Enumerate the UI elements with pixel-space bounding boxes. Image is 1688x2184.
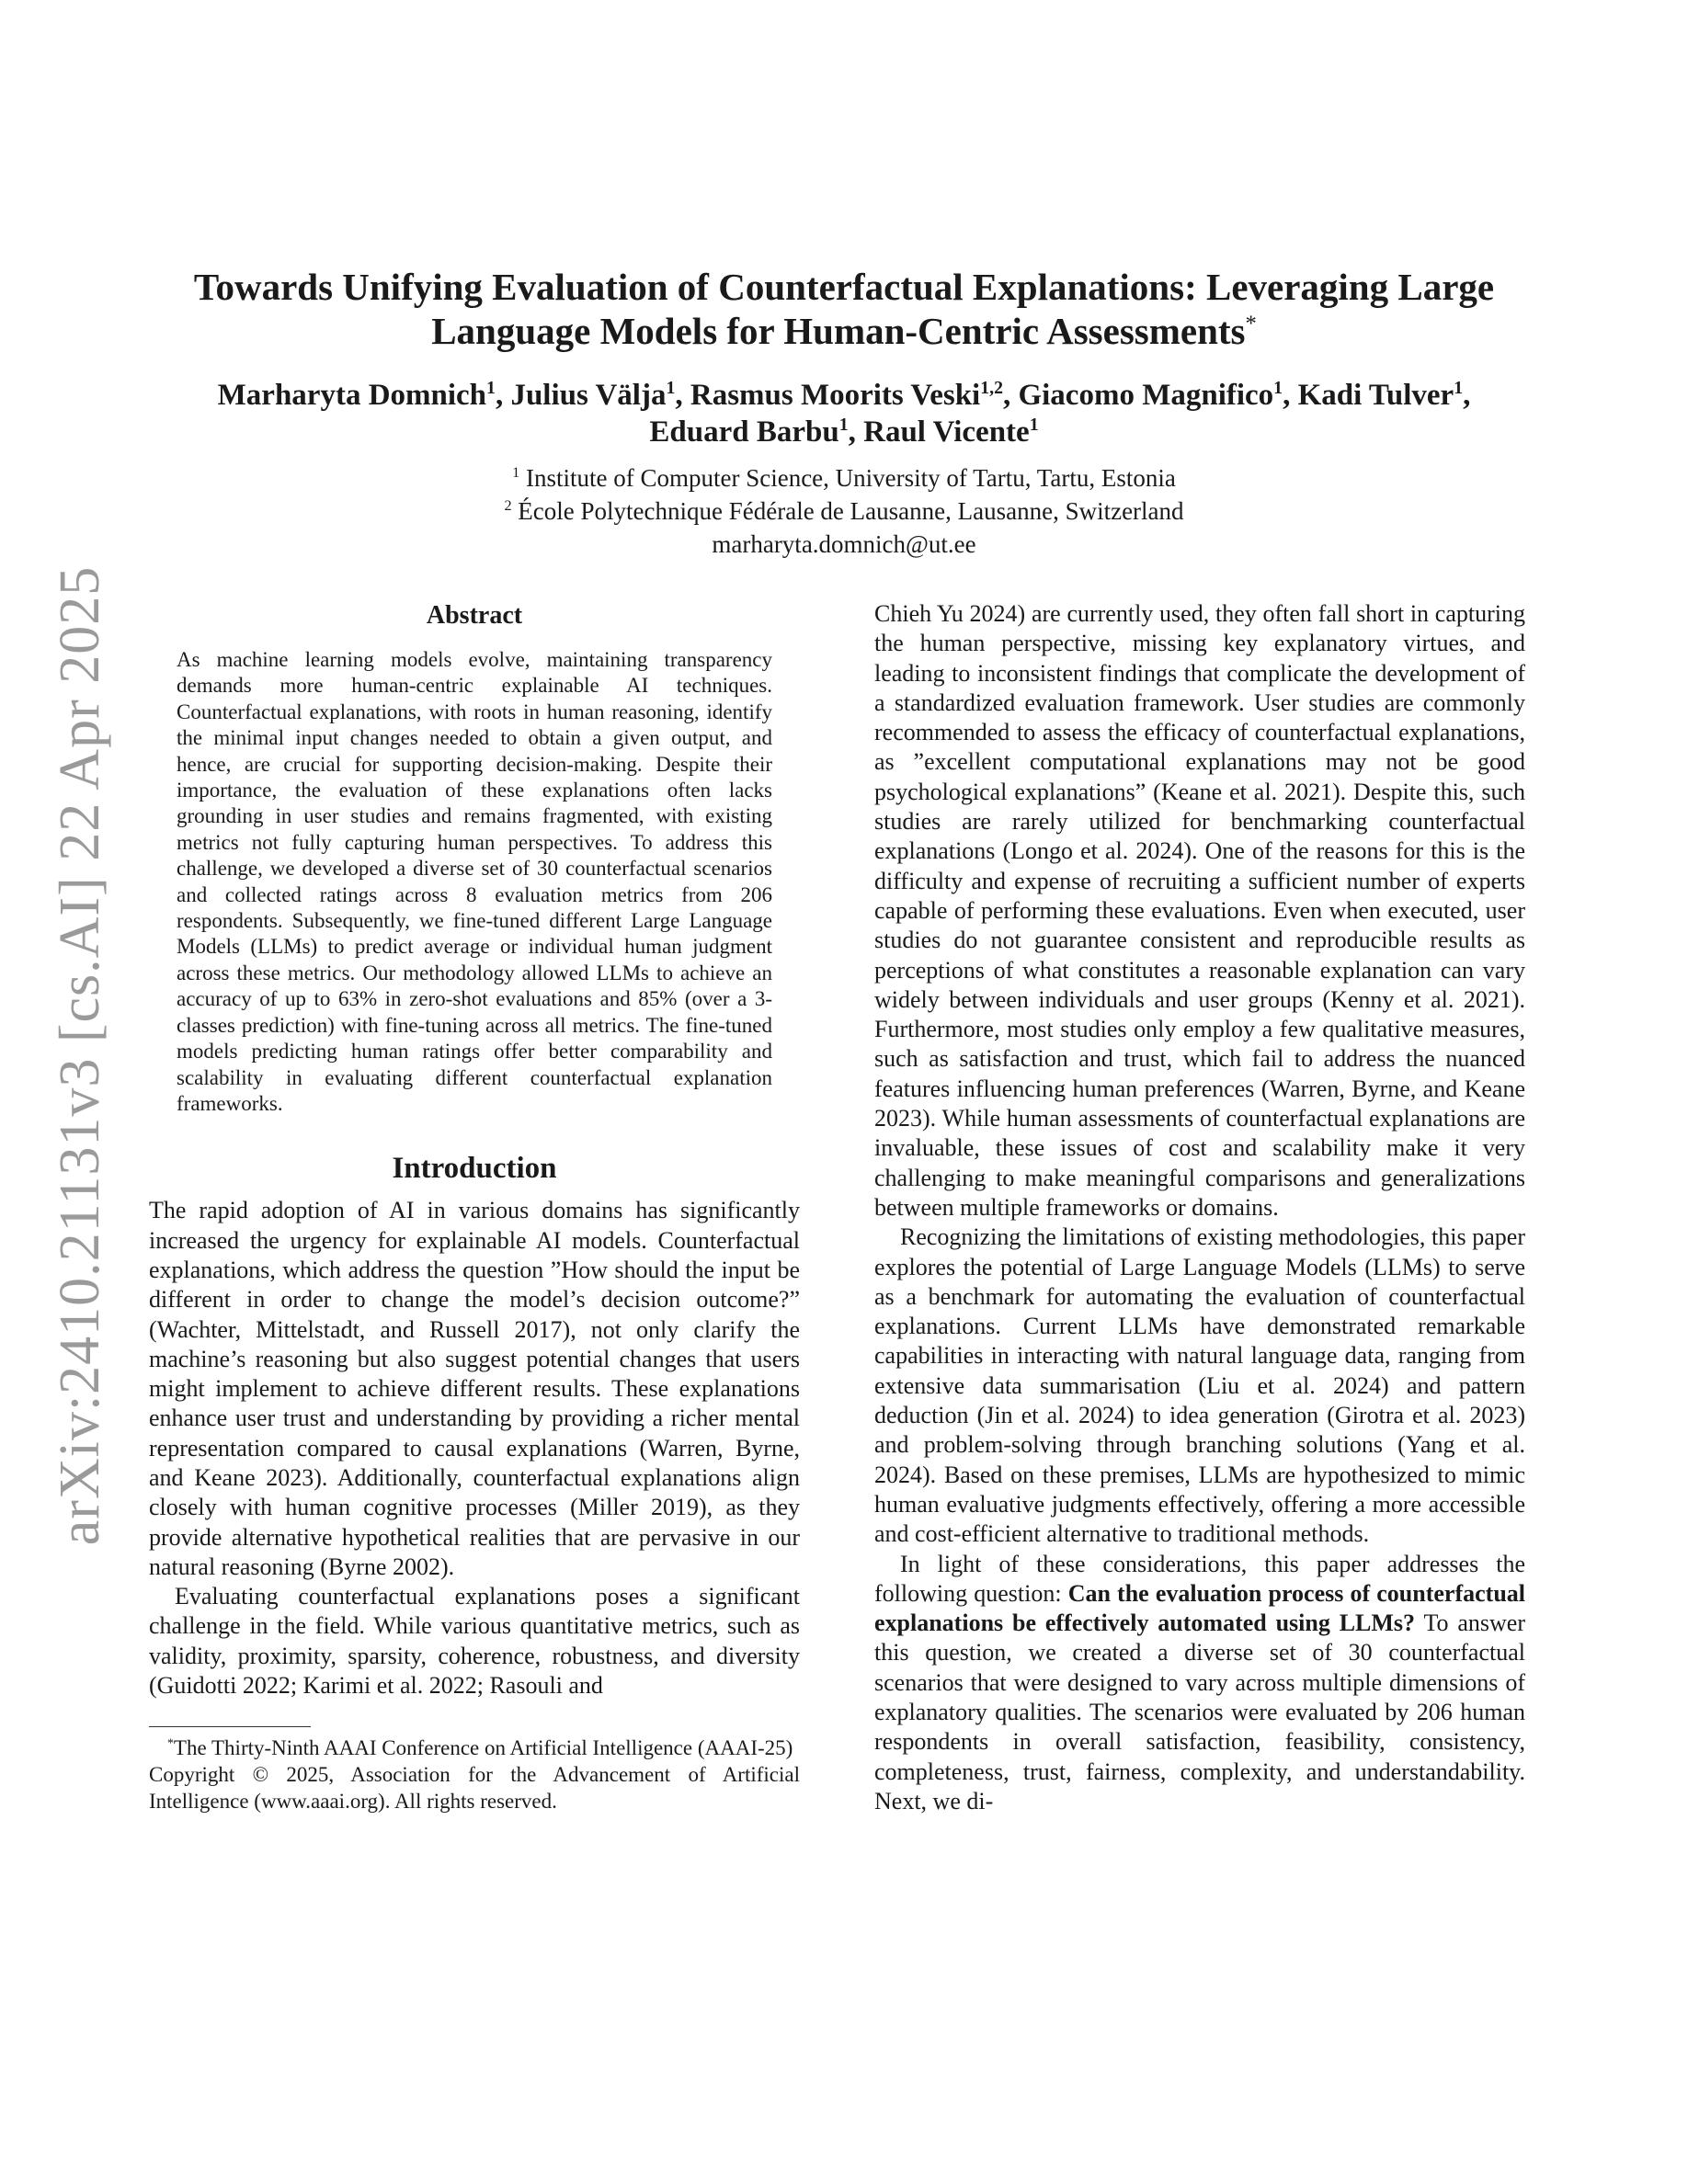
- affiliation-text: Institute of Computer Science, University of Tartu, Tartu, Estonia: [526, 464, 1176, 492]
- title-footnote-mark: *: [1245, 311, 1257, 336]
- intro-paragraph-continued: Chieh Yu 2024) are currently used, they often fall short in capturing the human perspective, missing key explanatory virtues, and leading to inconsistent findings that complicate the development of a standardized evaluation framework. User studies are commonly recommended to assess the efficacy of counterfactual explanations, as ”excellent computational explanations may not be good psychological explanations” (Keane et al. 2021). Despite this, such studies are rarely utilized for benchmarking counterfactual explanations (Longo et al. 2024). One of the reasons for this is the difficulty and expense of recruiting a sufficient number of experts capable of performing these evaluations. Even when executed, user studies do not guarantee consistent and reproducible results as perceptions of what constitutes a reasonable explanation can vary widely between individuals and user groups (Kenny et al. 2021). Furthermore, most studies only employ a few qualitative measures, such as satisfaction and trust, which fail to address the nuanced features influencing human preferences (Warren, Byrne, and Keane 2023). While human assessments of counterfactual explanations are invaluable, these issues of cost and scalability make it very challenging to make meaningful comparisons and generalizations between multiple frameworks or domains.: [874, 600, 1525, 1221]
- author-affiliation-mark: 1,2: [980, 378, 1003, 398]
- affiliation-block: [138, 461, 1550, 561]
- author: Julius Välja$^1$,: [510, 378, 690, 412]
- research-question-lead: In light of these considerations, this paper addresses the following question:: [874, 1550, 1525, 1607]
- footnote-mark: *: [167, 1735, 174, 1750]
- footnote-copyright: Copyright © 2025, Association for the Advancement of Artificial Intelligence (www.aaai.org). All rights reserved.: [149, 1763, 800, 1814]
- affiliation-number: 2: [504, 497, 512, 514]
- author-affiliation-mark: 1: [666, 378, 676, 398]
- arxiv-stamp-text: arXiv:2410.21131v3 [cs.AI] 22 Apr 2025: [49, 565, 112, 1545]
- author-name: Eduard Barbu: [649, 415, 839, 449]
- research-question-follow: To answer this question, we created a diverse set of 30 counterfactual scenarios that were designed to vary across multiple dimensions of explanatory qualities. The scenarios were evaluated by 206 human respondents in overall satisfaction, feasibility, consistency, completeness, trust, fairness, complexity, and understandability. Next, we di-: [874, 1610, 1526, 1814]
- intro-paragraph: [874, 1550, 1525, 1817]
- author-name: Kadi Tulver: [1297, 379, 1454, 412]
- arxiv-stamp: [48, 565, 114, 1545]
- intro-paragraph: The rapid adoption of AI in various domains has significantly increased the urgency for explainable AI models. Counterfactual explanations, which address the question ”How should the input be different in order to change the model’s decision outcome?” (Wachter, Mittelstadt, and Russell 2017), not only clarify the machine’s reasoning but also suggest potential changes that users might implement to achieve different results. These explanations enhance user trust and understanding by providing a richer mental representation compared to causal explanations (Warren, Byrne, and Keane 2023). Additionally, counterfactual explanations align closely with human cognitive processes (Miller 2019), as they provide alternative hypothetical realities that are pervasive in our natural reasoning (Byrne 2002).: [149, 1197, 800, 1580]
- affiliation: [138, 461, 1550, 495]
- intro-paragraph: Recognizing the limitations of existing methodologies, this paper explores the potential of Large Language Models (LLMs) to serve as a benchmark for automating the evaluation of counterfactual explanations. Current LLMs have demonstrated remarkable capabilities in interacting with natural language data, ranging from extensive data summarisation (Liu et al. 2024) and pattern deduction (Jin et al. 2024) to idea generation (Girotra et al. 2023) and problem-solving through branching solutions (Yang et al. 2024). Based on these premises, LLMs are hypothesized to mimic human evaluative judgments effectively, offering a more accessible and cost-efficient alternative to traditional methods.: [874, 1223, 1525, 1548]
- author-affiliation-mark: 1: [838, 415, 849, 435]
- author: Rasmus Moorits Veski$^{1,2}$,: [690, 378, 1019, 412]
- author-name: Rasmus Moorits Veski: [690, 379, 981, 412]
- affiliation-text: École Polytechnique Fédérale de Lausanne, Lausanne, Switzerland: [518, 497, 1184, 525]
- left-column: [149, 599, 800, 1814]
- abstract-body: As machine learning models evolve, maintaining transparency demands more human-centric explainable AI techniques. Counterfactual explanations, with roots in human reasoning, identify the minimal input changes needed to obtain a given output, and hence, are crucial for supporting decision-making. Despite their importance, the evaluation of these explanations often lacks grounding in user studies and remains fragmented, with existing metrics not fully capturing human perspectives. To address this challenge, we developed a diverse set of 30 counterfactual scenarios and collected ratings across 8 evaluation metrics from 206 respondents. Subsequently, we fine-tuned different Large Language Models (LLMs) to predict average or individual human judgment across these metrics. Our methodology allowed LLMs to achieve an accuracy of up to 63% in zero-shot evaluations and 85% (over a 3-classes prediction) with fine-tuning across all metrics. The fine-tuned models predicting human ratings offer better comparability and scalability in evaluating different counterfactual explanation frameworks.: [177, 648, 772, 1115]
- author: [863, 415, 1038, 449]
- author-affiliation-mark: 1: [1273, 378, 1283, 398]
- intro-paragraph: Evaluating counterfactual explanations poses a significant challenge in the field. While various quantitative metrics, such as validity, proximity, sparsity, coherence, robustness, and diversity (Guidotti 2022; Karimi et al. 2022; Rasouli and: [149, 1583, 800, 1700]
- author-name: Raul Vicente: [863, 415, 1030, 449]
- author-affiliation-mark: 1: [486, 378, 496, 398]
- footnote-conference-text: The Thirty-Ninth AAAI Conference on Artificial Intelligence (AAAI-25): [173, 1736, 793, 1760]
- author: Eduard Barbu$^1$,: [649, 415, 864, 449]
- affiliation-number: 1: [512, 464, 520, 481]
- right-column: [874, 599, 1525, 1816]
- author-affiliation-mark: 1: [1029, 415, 1039, 435]
- author-name: Giacomo Magnifico: [1018, 379, 1274, 412]
- author-name: Julius Välja: [510, 379, 667, 412]
- author: Giacomo Magnifico$^1$,: [1018, 378, 1298, 412]
- research-question: Can the evaluation process of counterfactual explanations be effectively automated using LLMs?: [874, 1579, 1526, 1637]
- introduction-heading: Introduction: [392, 1152, 557, 1186]
- footnote-divider: [149, 1726, 311, 1727]
- paper-title-text: Towards Unifying Evaluation of Counterfactual Explanations: Leveraging Large Language Models for Human-Centric Assessments: [193, 266, 1495, 352]
- author-affiliation-mark: 1: [1454, 378, 1464, 398]
- footnote-conference: [149, 1735, 800, 1761]
- author-list: [138, 377, 1550, 450]
- abstract-heading: Abstract: [426, 601, 523, 630]
- paper-title: [138, 265, 1550, 353]
- contact-email: marharyta.domnich@ut.ee: [712, 530, 976, 558]
- author: Kadi Tulver$^1$,: [1297, 378, 1471, 412]
- affiliation: [138, 495, 1550, 528]
- author: Marharyta Domnich$^1$,: [217, 378, 511, 412]
- author-name: Marharyta Domnich: [217, 379, 487, 412]
